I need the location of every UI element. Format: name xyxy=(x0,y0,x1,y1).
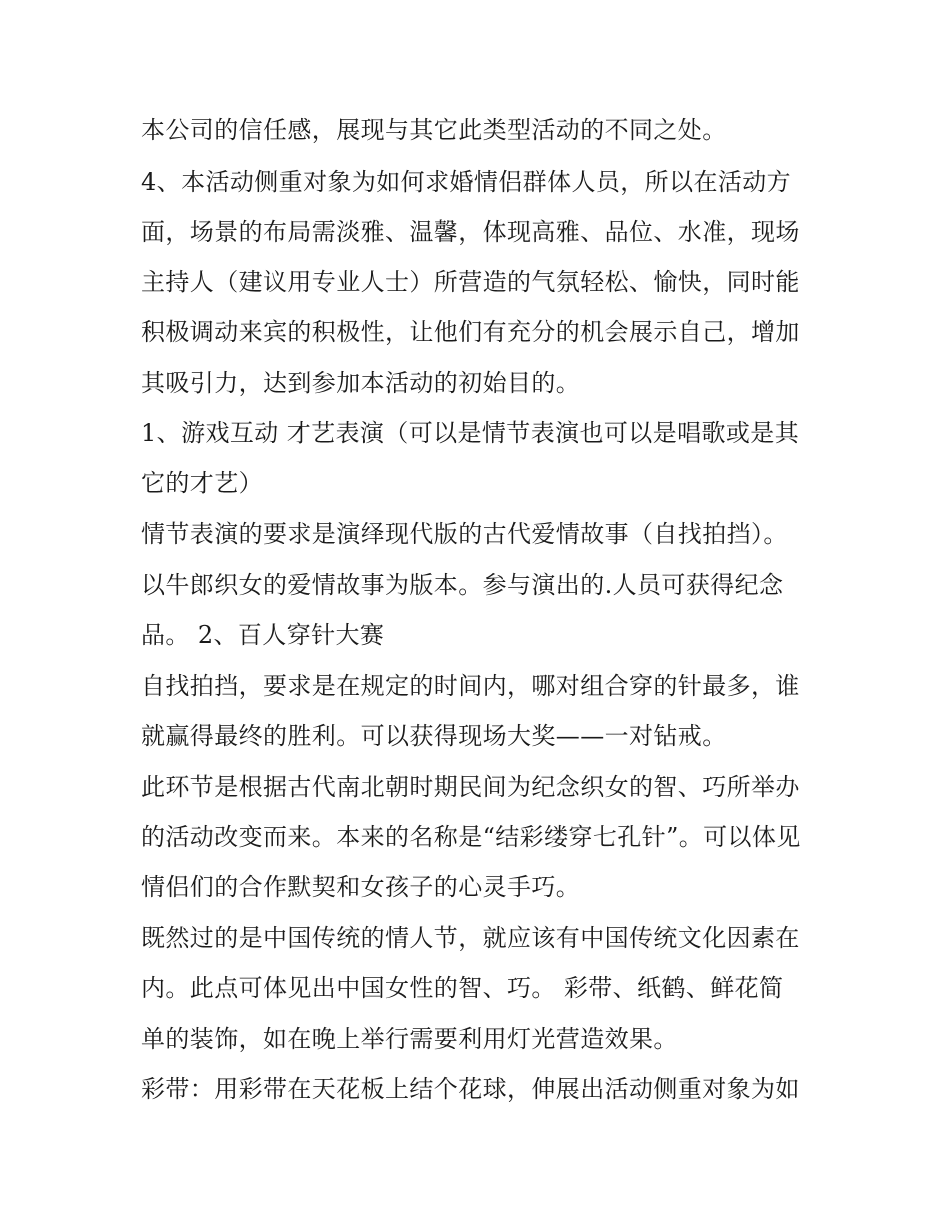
text-line: 它的才艺） xyxy=(141,469,263,497)
text-line: 品。 2、百人穿针大赛 xyxy=(141,621,385,649)
text-line: 本公司的信任感，展现与其它此类型活动的不同之处。 xyxy=(141,116,727,144)
text-line: 既然过的是中国传统的情人节，就应该有中国传统文化因素在 xyxy=(141,924,800,952)
text-line: 就赢得最终的胜利。可以获得现场大奖——一对钻戒。 xyxy=(141,722,727,750)
text-line: 自找拍挡，要求是在规定的时间内，哪对组合穿的针最多，谁 xyxy=(141,672,800,700)
text-line: 内。此点可体见出中国女性的智、巧。 彩带、纸鹤、鲜花简 xyxy=(141,974,784,1002)
text-line: 1、游戏互动 才艺表演（可以是情节表演也可以是唱歌或是其 xyxy=(141,419,800,447)
text-line: 面，场景的布局需淡雅、温馨，体现高雅、品位、水准，现场 xyxy=(141,218,800,246)
text-line: 的活动改变而来。本来的名称是“结彩缕穿七孔针”。可以体见 xyxy=(141,823,801,851)
text-line: 单的装饰，如在晚上举行需要利用灯光营造效果。 xyxy=(141,1025,678,1053)
text-line: 以牛郎织女的爱情故事为版本。参与演出的.人员可获得纪念 xyxy=(141,571,784,599)
text-line: 情节表演的要求是演绎现代版的古代爱情故事（自找拍挡）。 xyxy=(141,520,788,548)
text-line: 4、本活动侧重对象为如何求婚情侣群体人员，所以在活动方 xyxy=(141,168,792,196)
text-line: 此环节是根据古代南北朝时期民间为纪念织女的智、巧所举办 xyxy=(141,773,800,801)
text-line: 积极调动来宾的积极性，让他们有充分的机会展示自己，增加 xyxy=(141,318,800,346)
text-line: 彩带：用彩带在天花板上结个花球，伸展出活动侧重对象为如 xyxy=(141,1075,800,1103)
text-line: 情侣们的合作默契和女孩子的心灵手巧。 xyxy=(141,873,581,901)
text-line: 主持人（建议用专业人士）所营造的气氛轻松、愉快，同时能 xyxy=(141,268,800,296)
text-line: 其吸引力，达到参加本活动的初始目的。 xyxy=(141,369,581,397)
